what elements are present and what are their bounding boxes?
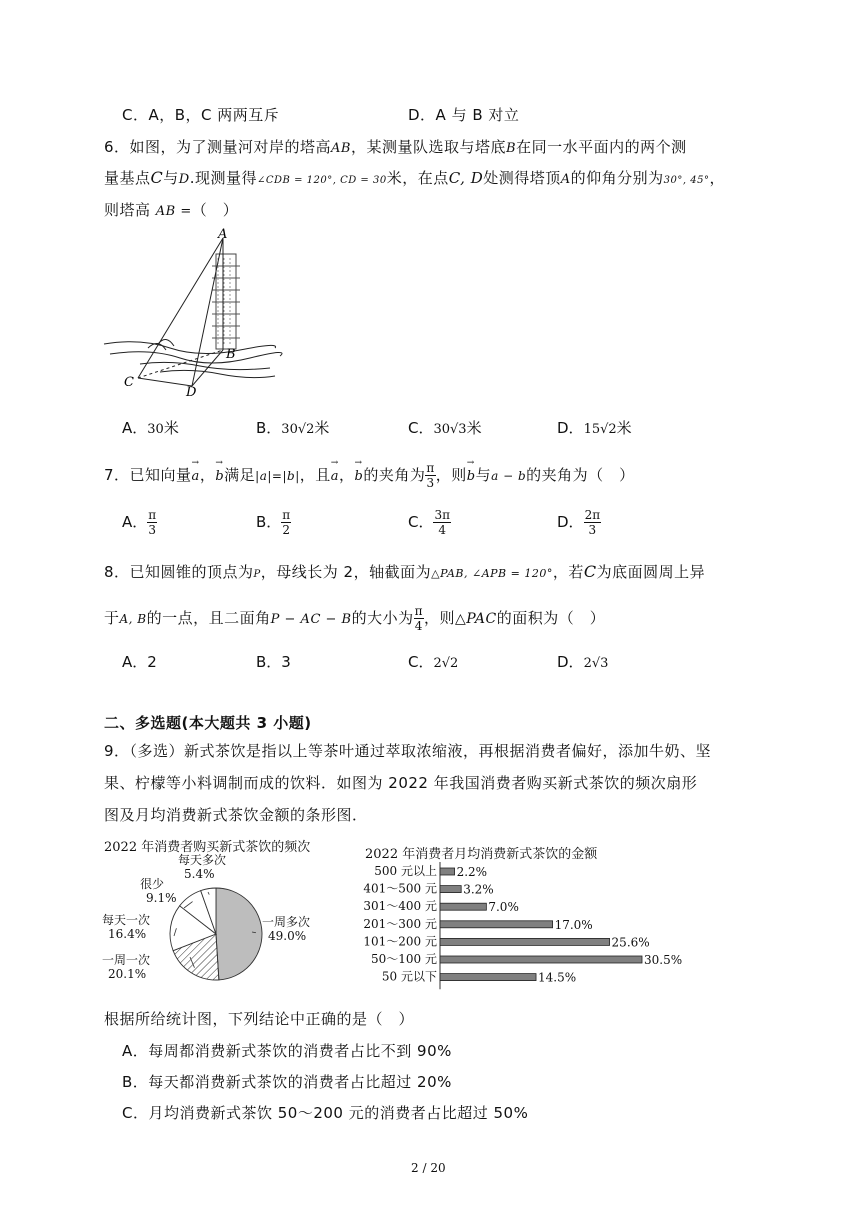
bar-category-label-4: 101～200 元 bbox=[363, 934, 437, 949]
q8-option-a: A．2 bbox=[122, 653, 157, 671]
q8-option-b: B．3 bbox=[256, 653, 291, 671]
bar-value-label-5: 30.5% bbox=[644, 953, 683, 967]
pie-label-2-0: 每天一次 bbox=[102, 913, 151, 927]
bar-value-label-4: 25.6% bbox=[611, 935, 650, 950]
q9-question: 根据所给统计图，下列结论中正确的是（ ） bbox=[104, 1010, 415, 1028]
q6-option-d: D．15√2米 bbox=[557, 419, 632, 437]
bar-value-label-0: 2.2% bbox=[456, 865, 488, 879]
q7-option-d: D． $\frac{2\pi}{3}$ bbox=[557, 508, 601, 537]
bar-value-label-6: 14.5% bbox=[538, 970, 577, 985]
bar-2 bbox=[440, 903, 486, 910]
q8-fraction: $\frac{\pi}{4}$ bbox=[414, 604, 424, 633]
q6-option-b: B．30√2米 bbox=[256, 419, 330, 437]
bar-5 bbox=[440, 956, 642, 963]
pie-label-0-1: 49.0% bbox=[268, 929, 307, 943]
section-heading: 二、多选题(本大题共 3 小题) bbox=[104, 714, 312, 732]
bar-value-label-1: 3.2% bbox=[463, 882, 494, 897]
pie-label-1-0: 一周一次 bbox=[102, 953, 151, 967]
q7-stem-fraction: $\frac{\pi}{3}$ bbox=[426, 461, 435, 490]
bar-chart bbox=[350, 860, 690, 995]
q9-option-b: B．每天都消费新式茶饮的消费者占比超过 20% bbox=[122, 1073, 452, 1091]
q6-line-3: 则塔高 AB =（ ） bbox=[104, 201, 239, 219]
q9-line-3: 图及月均消费新式茶饮金额的条形图． bbox=[104, 806, 368, 824]
pie-label-0-0: 一周多次 bbox=[262, 915, 311, 929]
fig-label-d: D bbox=[186, 385, 197, 398]
bar-category-label-5: 50～100 元 bbox=[371, 952, 437, 966]
bar-0 bbox=[440, 868, 455, 875]
q6-option-c: C．30√3米 bbox=[408, 419, 482, 437]
q6-line-1: 6．如图，为了测量河对岸的塔高AB，某测量队选取与塔底B在同一水平面内的两个测 bbox=[104, 138, 687, 156]
pie-chart-title: 2022 年消费者购买新式茶饮的频次 bbox=[104, 840, 311, 855]
pie-label-3-0: 很少 bbox=[140, 877, 165, 891]
bar-value-label-3: 17.0% bbox=[554, 917, 593, 932]
bar-1 bbox=[440, 886, 461, 893]
q9-option-a: A．每周都消费新式茶饮的消费者占比不到 90% bbox=[122, 1042, 452, 1060]
bar-6 bbox=[440, 974, 536, 981]
q7-stem: 7．已知向量→ a，→ b满足|a|=|b|，且→ a，→ b的夹角为 $\frac{\pi}{3}$ ，则→ b与a − b的夹角为（ ） bbox=[104, 461, 635, 490]
fig-label-a: A bbox=[218, 227, 228, 242]
q7-option-a: A． $\frac{\pi}{3}$ bbox=[122, 508, 157, 537]
q8-line-2: 于A, B的一点，且二面角P − AC − B的大小为 $\frac{\pi}{4}$ ，则△PAC的面积为（ ） bbox=[104, 604, 606, 633]
q8-option-c: C．2√2 bbox=[408, 653, 459, 671]
bar-category-label-0: 500 元以上 bbox=[374, 864, 437, 878]
pie-label-3-1: 9.1% bbox=[146, 891, 177, 905]
q8-line-1: 8．已知圆锥的顶点为P，母线长为 2，轴截面为△PAB, ∠APB = 120°，若C为底面圆周上异 bbox=[104, 562, 706, 581]
bar-category-label-6: 50 元以下 bbox=[381, 969, 437, 984]
q6-option-a: A．30米 bbox=[122, 419, 179, 437]
pie-label-1-1: 20.1% bbox=[108, 967, 147, 981]
bar-category-label-1: 401～500 元 bbox=[363, 881, 437, 896]
q9-line-2: 果、柠檬等小料调制而成的饮料．如图为 2022 年我国消费者购买新式茶饮的频次扇形 bbox=[104, 774, 698, 792]
bar-chart-title: 2022 年消费者月均消费新式茶饮的金额 bbox=[365, 847, 598, 862]
q7-option-b: B． $\frac{\pi}{2}$ bbox=[256, 508, 291, 537]
q7-option-c: C． $\frac{3\pi}{4}$ bbox=[408, 508, 451, 537]
q6-line-2: 量基点C与D.现测量得∠CDB = 120°, CD = 30米，在点C, D处测得塔顶A的仰角分别为30°, 45°， bbox=[104, 168, 725, 187]
q8-option-d: D．2√3 bbox=[557, 653, 609, 671]
bar-3 bbox=[440, 921, 553, 928]
bar-4 bbox=[440, 938, 610, 945]
q9-line-1: 9．（多选）新式茶饮是指以上等茶叶通过萃取浓缩液，再根据消费者偏好，添加牛奶、坚 bbox=[104, 742, 712, 760]
q5-option-c: C．A，B，C 两两互斥 bbox=[122, 106, 280, 124]
pie-label-2-1: 16.4% bbox=[108, 927, 147, 941]
tower-figure bbox=[100, 226, 290, 398]
q5-option-d: D．A 与 B 对立 bbox=[408, 106, 520, 124]
bar-category-label-3: 201～300 元 bbox=[363, 916, 437, 931]
page-number: 2 / 20 bbox=[411, 1161, 446, 1175]
fig-label-c: C bbox=[124, 375, 134, 390]
pie-chart bbox=[100, 852, 340, 992]
bar-value-label-2: 7.0% bbox=[488, 900, 519, 915]
pie-label-4-1: 5.4% bbox=[184, 867, 215, 881]
fig-label-b: B bbox=[226, 347, 236, 362]
pie-label-4-0: 每天多次 bbox=[178, 853, 227, 867]
pie-slice-0 bbox=[216, 888, 262, 980]
q9-option-c: C．月均消费新式茶饮 50～200 元的消费者占比超过 50% bbox=[122, 1104, 529, 1122]
bar-category-label-2: 301～400 元 bbox=[363, 899, 437, 914]
